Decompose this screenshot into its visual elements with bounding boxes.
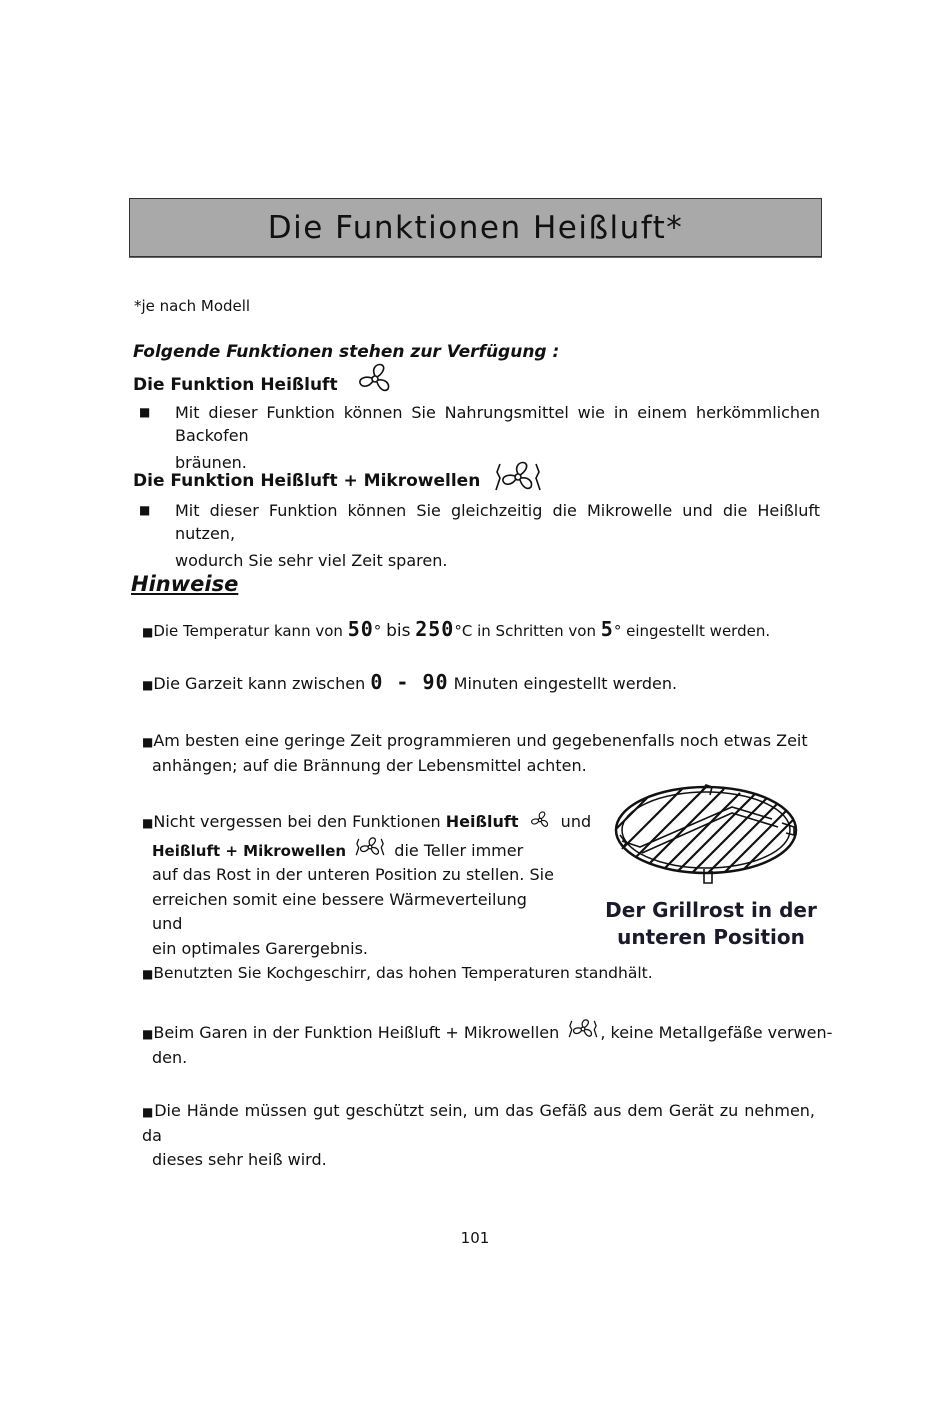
note-line: auf das Rost in der unteren Position zu stellen. Sie (152, 865, 554, 884)
degree-sign: ° (613, 622, 622, 640)
note-rack-line2-suffix: die Teller immer (394, 840, 524, 860)
desc-line: Mit dieser Funktion können Sie gleichzeitig die Mikrowelle und die Heißluft nutzen, (175, 501, 820, 543)
note-rack-bold-combi: Heißluft + Mikrowellen (152, 841, 347, 860)
model-footnote: *je nach Modell (134, 297, 251, 315)
bullet: ■ (139, 503, 151, 517)
note-line: ein optimales Garergebnis. (152, 938, 369, 958)
bullet: ■ (142, 1027, 154, 1041)
note-line: Benutzten Sie Kochgeschirr, das hohen Temperaturen standhält. (153, 964, 653, 982)
fan-microwave-icon (568, 1018, 598, 1040)
page-title (268, 210, 684, 246)
note-time (142, 670, 677, 694)
function-heissluft-title: Die Funktion Heißluft (133, 375, 338, 395)
desc-line: Mit dieser Funktion können Sie Nahrungsmittel wie in einem herkömmlichen Backofen (175, 403, 820, 445)
note-line: Am besten eine geringe Zeit programmieren und gegebenenfalls noch etwas Zeit (153, 731, 808, 750)
degree-sign: ° (373, 622, 382, 640)
note-temperature (142, 617, 770, 641)
grill-rack-icon (612, 783, 800, 887)
fan-microwave-icon (355, 836, 385, 858)
bullet: ■ (142, 625, 154, 639)
note-line: erreichen somit eine bessere Wärmeverteilung und (152, 889, 527, 933)
bullet: ■ (139, 405, 151, 419)
bullet: ■ (142, 735, 154, 749)
note-program (142, 729, 815, 777)
function-combi-desc (175, 499, 820, 572)
note-line: den. (152, 1048, 188, 1067)
fan-icon (530, 810, 550, 830)
notes-heading: Hinweise (131, 572, 239, 596)
temperature-unit: °C (454, 622, 473, 640)
figure-caption-line: unteren Position (617, 925, 805, 949)
temperature-step: 5 (600, 617, 614, 641)
note-temperature-middle: in Schritten von (477, 622, 596, 640)
note-line: Die Hände müssen gut geschützt sein, um das Gefäß aus dem Gerät zu nehmen, da (142, 1101, 816, 1145)
bis-word: bis (386, 621, 411, 641)
temperature-min: 50 (347, 617, 374, 641)
time-range: 0 - 90 (370, 670, 449, 694)
function-combi-title: Die Funktion Heißluft + Mikrowellen (133, 471, 481, 491)
title-asterisk: * (666, 209, 684, 246)
note-line: dieses sehr heiß wird. (152, 1150, 327, 1169)
figure-caption-line: Der Grillrost in der (605, 898, 817, 922)
temperature-max: 250 (415, 617, 455, 641)
desc-line: bräunen. (175, 453, 247, 472)
note-metal-suffix: , keine Metallgefäße verwen- (600, 1023, 833, 1042)
fan-icon (357, 362, 393, 396)
note-cookware (142, 964, 653, 982)
note-rack-prefix: Nicht vergessen bei den Funktionen (153, 812, 441, 831)
note-metal-prefix: Beim Garen in der Funktion Heißluft + Mikrowellen (153, 1023, 560, 1042)
note-temperature-prefix: Die Temperatur kann von (153, 622, 343, 640)
note-time-prefix: Die Garzeit kann zwischen (153, 674, 366, 693)
figure-caption (600, 897, 822, 951)
bullet: ■ (142, 967, 154, 981)
note-rack-und: und (560, 812, 592, 831)
note-metal (142, 1018, 833, 1070)
note-temperature-suffix: eingestellt werden. (626, 622, 771, 640)
bullet: ■ (142, 1105, 155, 1119)
page-title-text: Die Funktionen Heißluft (267, 209, 667, 246)
note-rack-bold-heissluft: Heißluft (445, 812, 519, 831)
page-number: 101 (460, 1229, 490, 1247)
note-time-suffix: Minuten eingestellt werden. (453, 674, 678, 693)
desc-line: wodurch Sie sehr viel Zeit sparen. (175, 551, 448, 570)
functions-heading: Folgende Funktionen stehen zur Verfügung : (133, 342, 560, 362)
bullet: ■ (142, 816, 154, 830)
note-hands (142, 1099, 815, 1172)
note-line: anhängen; auf die Brännung der Lebensmittel achten. (152, 756, 587, 775)
note-rack (142, 810, 592, 961)
bullet: ■ (142, 678, 154, 692)
page-title-box (129, 198, 822, 257)
fan-microwave-icon (494, 460, 542, 494)
